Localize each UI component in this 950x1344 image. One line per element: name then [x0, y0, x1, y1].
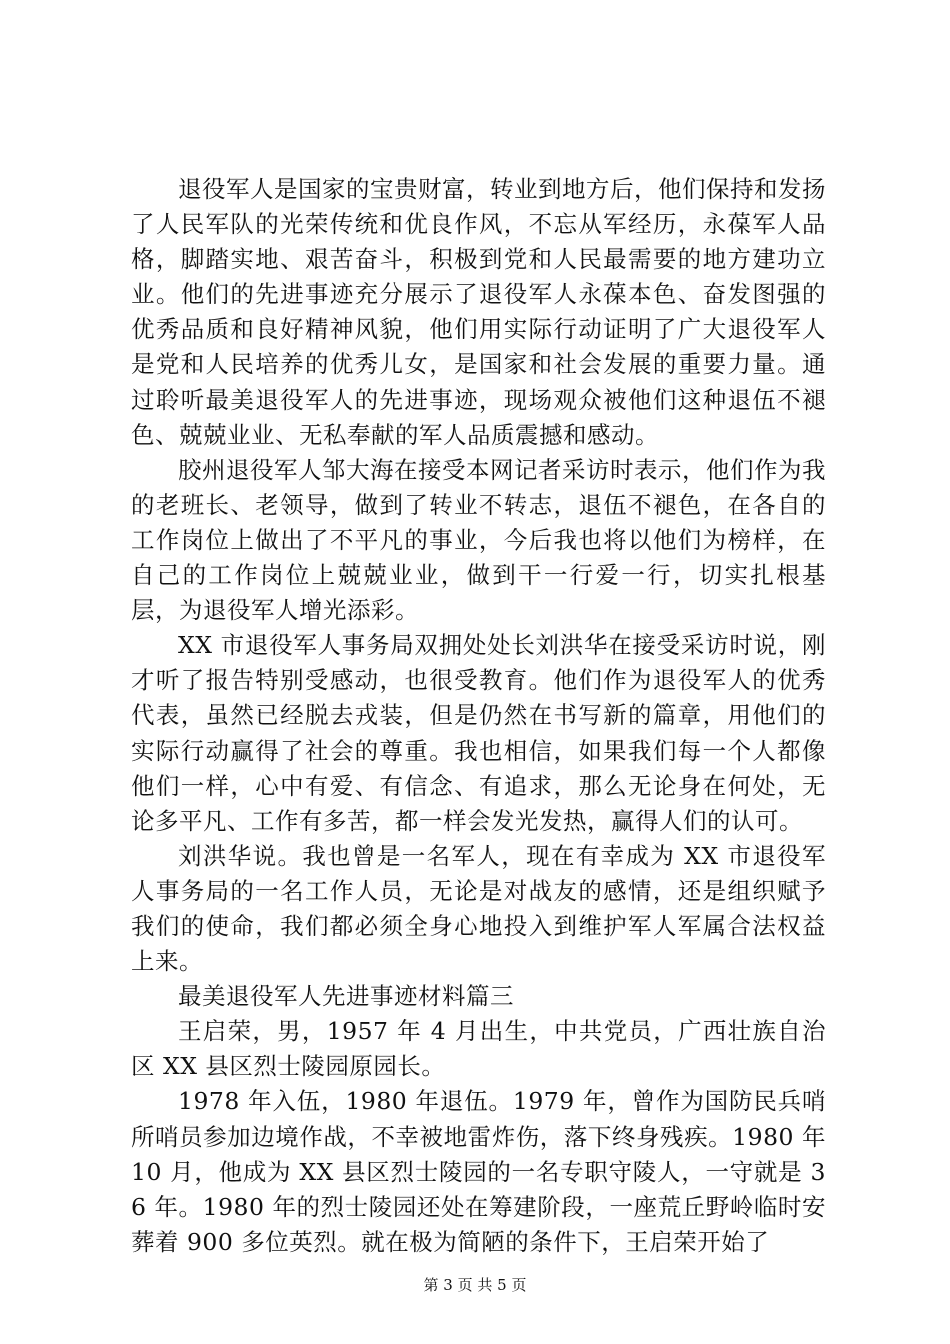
paragraph-1: 退役军人是国家的宝贵财富，转业到地方后，他们保持和发扬了人民军队的光荣传统和优良作风，不忘从军经历，永葆军人品格，脚踏实地、艰苦奋斗，积极到党和人民最需要的地方建功立业。他们的先进事迹充分展示了退役军人永葆本色、奋发图强的优秀品质和良好精神风貌，他们用实际行动证明了广大退役军人是党和人民培养的优秀儿女，是国家和社会发展的重要力量。通过聆听最美退役军人的先进事迹，现场观众被他们这种退伍不褪色、兢兢业业、无私奉献的军人品质震撼和感动。 [131, 175, 826, 449]
paragraph-4: 刘洪华说。我也曾是一名军人，现在有幸成为 XX 市退役军人事务局的一名工作人员，无论是对战友的感情，还是组织赋予我们的使命，我们都必须全身心地投入到维护军人军属合法权益上来。 [131, 841, 826, 976]
page-footer: 第 3 页 共 5 页 [423, 1276, 527, 1294]
paragraph-2: 胶州退役军人邹大海在接受本网记者采访时表示，他们作为我的老班长、老领导，做到了转业不转志，退伍不褪色，在各自的工作岗位上做出了不平凡的事业，今后我也将以他们为榜样，在自己的工作岗位上兢兢业业，做到干一行爱一行，切实扎根基层，为退役军人增光添彩。 [131, 455, 826, 625]
paragraph-5: 王启荣，男，1957 年 4 月出生，中共党员，广西壮族自治区 XX 县区烈士陵园原园长。 [131, 1017, 826, 1081]
document-body [131, 172, 826, 1260]
paragraph-3: XX 市退役军人事务局双拥处处长刘洪华在接受采访时说，刚才听了报告特别受感动，也很受教育。他们作为退役军人的优秀代表，虽然已经脱去戎装，但是仍然在书写新的篇章，用他们的实际行动赢得了社会的尊重。我也相信，如果我们每一个人都像他们一样，心中有爱、有信念、有追求，那么无论身在何处，无论多平凡、工作有多苦，都一样会发光发热，赢得人们的认可。 [131, 631, 826, 835]
section-heading: 最美退役军人先进事迹材料篇三 [178, 982, 514, 1011]
paragraph-6: 1978 年入伍，1980 年退伍。1979 年，曾作为国防民兵哨所哨员参加边境作战，不幸被地雷炸伤，落下终身残疾。1980 年 10 月，他成为 XX 县区烈士陵园的一名专职守陵人，一守就是 36 年。1980 年的烈士陵园还处在筹建阶段，一座荒丘野岭临时安葬着 900 多位英烈。就在极为简陋的条件下，王启荣开始了 [131, 1087, 826, 1256]
